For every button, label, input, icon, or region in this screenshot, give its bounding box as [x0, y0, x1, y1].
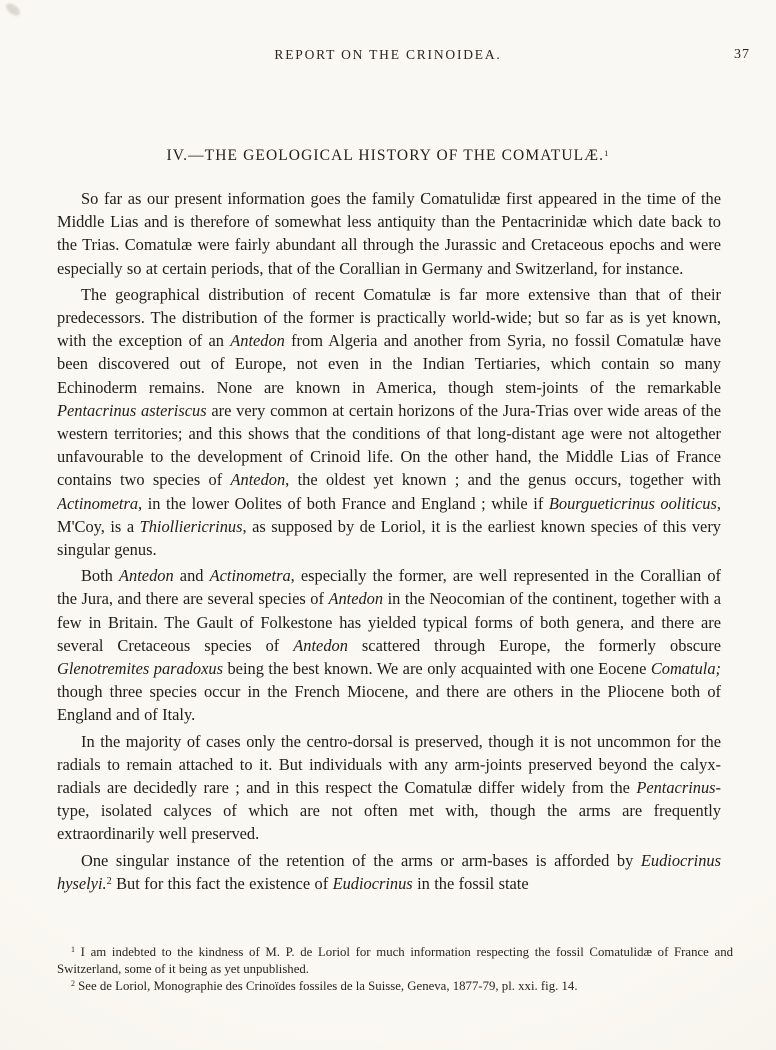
running-title: REPORT ON THE CRINOIDEA. [274, 47, 502, 62]
footnote-1: $^1$ I am indebted to the kindness of M. P. de Loriol for much information respecting the fossil Comatulidæ of France and Switzerland, some of it being as yet unpublished. [57, 945, 733, 976]
paragraph-4: In the majority of cases only the centro-dorsal is preserved, though it is not uncommon for the radials to remain attached to it. But individuals with any arm-joints preserved beyond the calyx-radials are decidedly rare ; and in this respect the Comatulæ differ widely from the Pentacrinus-type, isolated calyces of which are not often met with, though the arms are frequently extraordinarily well preserved. [57, 731, 721, 844]
paragraph-1: So far as our present information goes the family Comatulidæ first appeared in the time of the Middle Lias and is therefore of somewhat less antiquity than the Pentacrinidæ which date back to the Trias. Comatulæ were fairly abundant all through the Jurassic and Cretaceous epochs and were especially so at certain periods, that of the Corallian in Germany and Switzerland, for instance. [57, 189, 721, 278]
running-head [0, 47, 776, 67]
paragraph-5: One singular instance of the retention of the arms or arm-bases is afforded by Eudiocrinus hyselyi.$^2$ But for this fact the existence of Eudiocrinus in the fossil state [57, 850, 721, 893]
section-heading: IV.—THE GEOLOGICAL HISTORY OF THE COMATULÆ.$^1$ [166, 147, 610, 164]
paragraph-3: Both Antedon and Actinometra, especially the former, are well represented in the Corallian of the Jura, and there are several species of Antedon in the Neocomian of the continent, together with a few in Britain. The Gault of Folkestone has yielded typical forms of both genera, and there are several Cretaceous species of Antedon scattered through Europe, the formerly obscure Glenotremites paradoxus being the best known. We are only acquainted with one Eocene Comatula; though three species occur in the French Miocene, and there are others in the Pliocene both of England and of Italy. [57, 566, 721, 725]
paragraph-2: The geographical distribution of recent Comatulæ is far more extensive than that of their predecessors. The distribution of the former is practically world-wide; but so far as is yet known, with the exception of an Antedon from Algeria and another from Syria, no fossil Comatulæ have been discovered out of Europe, not even in the Indian Tertiaries, which contain so many Echinoderm remains. None are known in America, though stem-joints of the remarkable Pentacrinus asteriscus are very common at certain horizons of the Jura-Trias over wide areas of the western territories; and this shows that the conditions of that long-distant age were not altogether unfavourable to the development of Crinoid life. On the other hand, the Middle Lias of France contains two species of Antedon, the oldest yet known ; and the genus occurs, together with Actinometra, in the lower Oolites of both France and England ; while if Bourgueticrinus ooliticus, M'Coy, is a Thiolliericrinus, as supposed by de Loriol, it is the earliest known species of this very singular genus. [57, 284, 721, 560]
footnotes [57, 944, 733, 994]
page-number: 37 [734, 47, 750, 62]
body-text [57, 187, 721, 947]
scan-artifact [4, 1, 22, 18]
footnote-2: $^2$ See de Loriol, Monographie des Crinoïdes fossiles de la Suisse, Geneva, 1877-79, pl. xxi. fig. 14. [71, 978, 578, 993]
